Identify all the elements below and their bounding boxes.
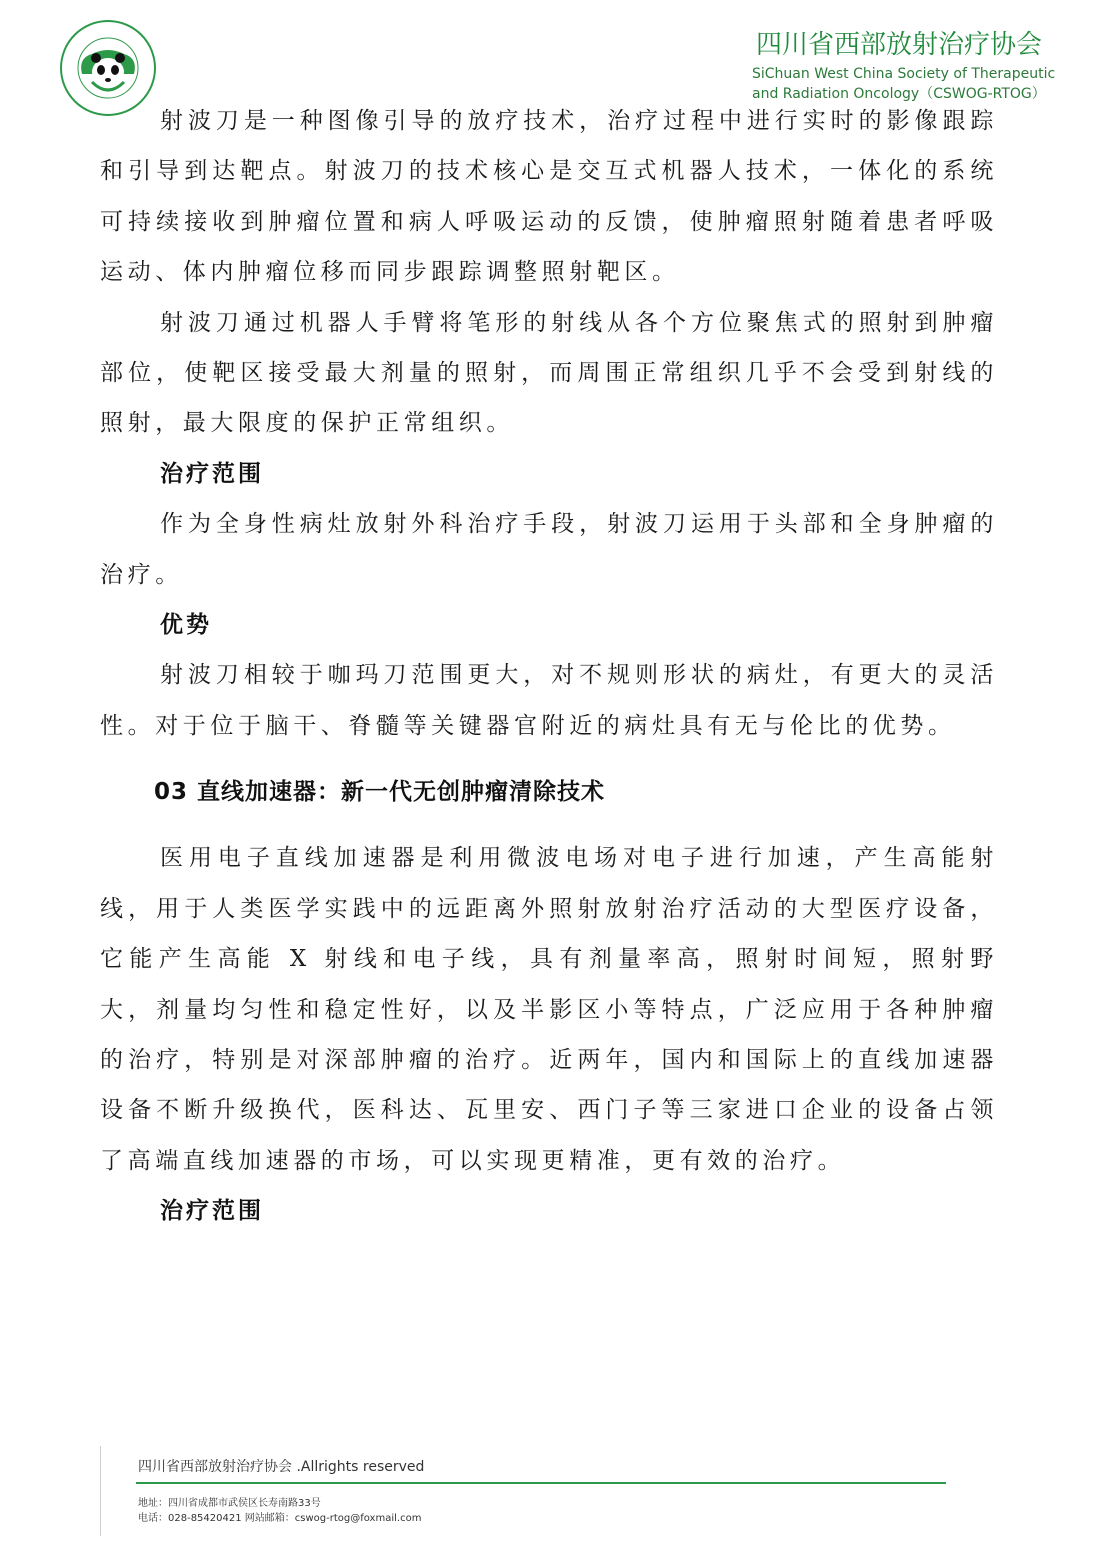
footer-contact-block [138,1496,421,1526]
footer-divider-vertical [100,1446,101,1536]
org-name-en-line2: and Radiation Oncology（CSWOG-RTOG） [752,86,1046,102]
footer-address: 地址：四川省成都市武侯区长寿南路33号 [138,1498,321,1509]
section-title-linac: 03 直线加速器：新一代无创肿瘤清除技术 [154,779,606,806]
heading-treatment-scope: 治疗范围 [160,460,264,487]
org-name-cn: 四川省西部放射治疗协会 [755,30,1042,60]
paragraph-cyberknife-scope: 作为全身性病灶放射外科治疗手段，射波刀运用于头部和全身肿瘤的治疗。 [100,511,998,588]
footer-contact: 电话：028-85420421 网站邮箱：cswog-rtog@foxmail.com [138,1513,422,1524]
footer-divider [136,1482,946,1484]
paragraph-cyberknife-advantages: 射波刀相较于咖玛刀范围更大，对不规则形状的病灶，有更大的灵活性。对于位于脑干、脊髓等关键器官附近的病灶具有无与伦比的优势。 [100,662,998,739]
footer-copyright: 四川省西部放射治疗协会 .Allrights reserved [138,1459,425,1475]
paragraph-cyberknife-intro: 射波刀是一种图像引导的放疗技术，治疗过程中进行实时的影像跟踪和引导到达靶点。射波刀的技术核心是交互式机器人技术，一体化的系统可持续接收到肿瘤位置和病人呼吸运动的反馈，使肿瘤照射随着患者呼吸运动、体内肿瘤位移而同步跟踪调整照射靶区。 [100,108,998,286]
paragraph-cyberknife-robot: 射波刀通过机器人手臂将笔形的射线从各个方位聚焦式的照射到肿瘤部位，使靶区接受最大剂量的照射，而周围正常组织几乎不会受到射线的照射，最大限度的保护正常组织。 [100,309,998,437]
paragraph-linac-intro: 医用电子直线加速器是利用微波电场对电子进行加速，产生高能射线，用于人类医学实践中的远距离外照射放射治疗活动的大型医疗设备，它能产生高能 X 射线和电子线，具有剂量率高，照射时间短，照射野大，剂量均匀性和稳定性好，以及半影区小等特点，广泛应用于各种肿瘤的治疗，特别是对深部肿瘤的治疗。近两年，国内和国际上的直线加速器设备不断升级换代，医科达、瓦里安、西门子等三家进口企业的设备占领了高端直线加速器的市场，可以实现更精准，更有效的治疗。 [100,845,998,1174]
heading-advantages: 优势 [160,612,212,639]
document-body [100,96,998,1237]
heading-treatment-scope-linac: 治疗范围 [160,1198,264,1225]
org-name-en-line1: SiChuan West China Society of Therapeutic [752,66,1056,82]
